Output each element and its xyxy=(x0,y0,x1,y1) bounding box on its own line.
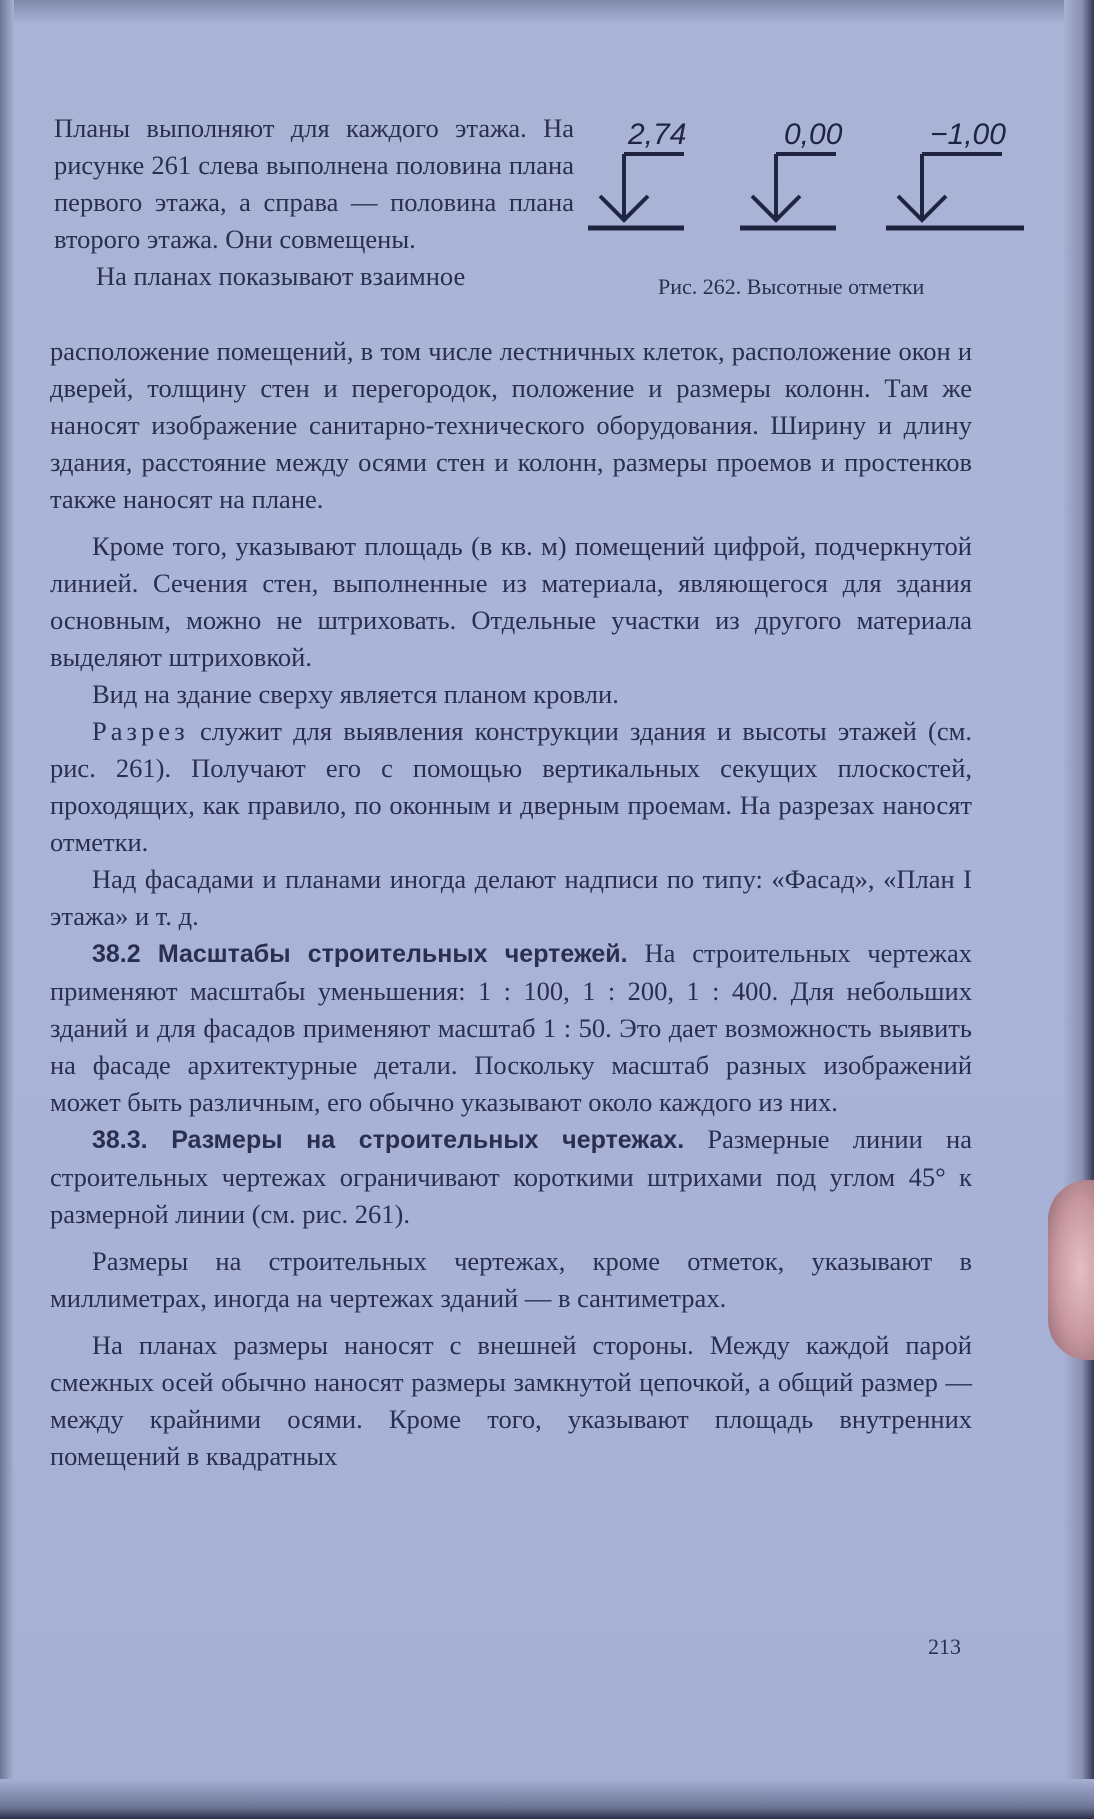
page-left-edge xyxy=(0,0,14,1819)
figure-height-marks xyxy=(584,108,1024,308)
page-right-edge xyxy=(1064,0,1094,1819)
main-text xyxy=(50,333,972,1475)
paragraph-area: Кроме того, указывают площадь (в кв. м) помещений цифрой, подчеркнутой линией. Сечения стен, выполненные из материала, являющегося для здания основным, можно не штриховать. Отдельные участки из другого материала выделяют штриховкой. xyxy=(50,531,972,672)
section-38-3 xyxy=(50,1121,972,1233)
mark-3-value: −1,00 xyxy=(930,118,1006,151)
page-top-edge xyxy=(0,0,1094,22)
paragraph-captions: Над фасадами и планами иногда делают надписи по типу: «Фасад», «План I этажа» и т. д. xyxy=(50,864,972,931)
figure-caption: Рис. 262. Высотные отметки xyxy=(658,274,925,299)
paragraph-plans-cont: расположение помещений, в том числе лестничных клеток, расположение окон и дверей, толщину стен и перегородок, положение и размеры колонн. Там же наносят изображение санитарно-технического оборудования. Ширину и длину здания, расстояние между осями стен и колонн, размеры проемов и простенков также наносят на плане. xyxy=(50,336,972,514)
paragraph-plan-dimensions: На планах размеры наносят с внешней стороны. Между каждой парой смежных осей обычно наносят размеры замкнутой цепочкой, а общий размер — между крайними осями. Кроме того, указывают площадь внутренних помещений в квадратных xyxy=(50,1330,972,1471)
intro-column xyxy=(54,110,574,295)
section-38-2 xyxy=(50,935,972,1121)
heading-38-2: 38.2 Масштабы строительных чертежей. xyxy=(92,940,628,968)
section-38-3-text: Размерные линии на строительных чертежах ограничивают короткими штрихами под углом 45° к размерной линии (см. рис. 261). xyxy=(50,1124,972,1229)
mark-1-value: 2,74 xyxy=(628,118,687,151)
paragraph-section xyxy=(50,713,972,861)
paragraph-units: Размеры на строительных чертежах, кроме отметок, указывают в миллиметрах, иногда на чертежах зданий — в сантиметрах. xyxy=(50,1246,972,1313)
section-38-2-text: На строительных чертежах применяют масштабы уменьшения: 1 : 100, 1 : 200, 1 : 400. Для небольших зданий и для фасадов применяют масштаб 1 : 50. Это дает возможность выявить на фасаде архитектурные детали. Поскольку масштаб разных изображений может быть различным, его обычно указывают около каждого из них. xyxy=(50,938,973,1117)
paragraph-intro: Планы выполняют для каждого этажа. На рисунке 261 слева выполнена половина плана первого этажа, а справа — половина плана второго этажа. Они совмещены. xyxy=(54,113,574,254)
paragraph-section-text: служит для выявления конструкции здания и высоты этажей (см. рис. 261). Получают его с помощью вертикальных секущих плоскостей, проходящих, как правило, по оконным и дверным проемам. На разрезах наносят отметки. xyxy=(50,716,972,857)
page-bottom-edge xyxy=(0,1779,1094,1819)
heading-38-3: 38.3. Размеры на строительных чертежах. xyxy=(92,1126,685,1154)
thumb xyxy=(1048,1180,1094,1360)
term-section: Разрез xyxy=(92,716,189,746)
page-number: 213 xyxy=(928,1634,961,1659)
paragraph-roof: Вид на здание сверху является планом кровли. xyxy=(92,679,619,709)
paragraph-plans-start: На планах показывают взаимное xyxy=(96,261,466,291)
mark-2-value: 0,00 xyxy=(784,118,843,151)
